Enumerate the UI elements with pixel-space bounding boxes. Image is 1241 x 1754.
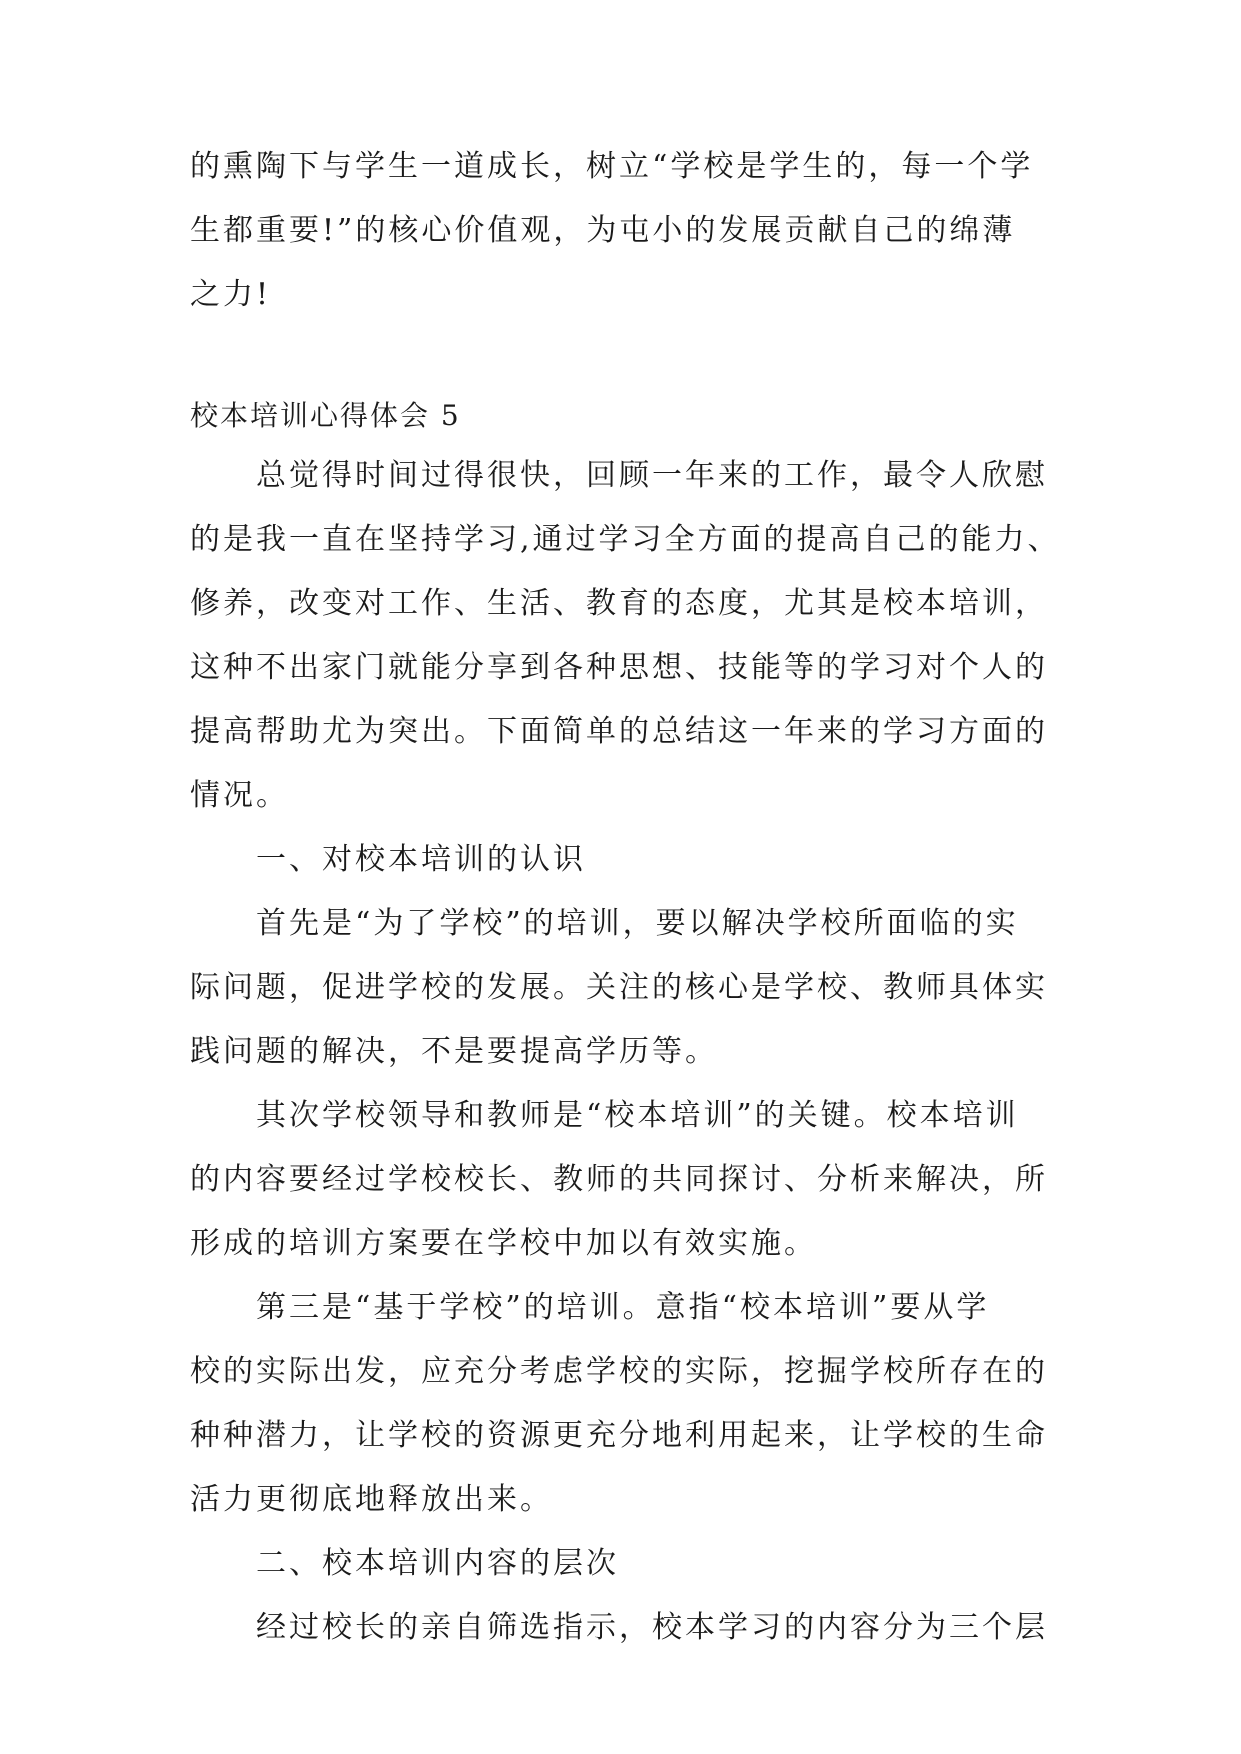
paragraph-line: 首先是“为了学校”的培训，要以解决学校所面临的实 xyxy=(256,906,1019,941)
paragraph-line: 际问题，促进学校的发展。关注的核心是学校、教师具体实 xyxy=(190,970,1048,1005)
paragraph-line: 活力更彻底地释放出来。 xyxy=(190,1482,553,1517)
paragraph-line: 经过校长的亲自筛选指示，校本学习的内容分为三个层 xyxy=(256,1610,1048,1645)
subheading: 二、校本培训内容的层次 xyxy=(256,1546,619,1581)
body-text xyxy=(190,444,1060,1660)
paragraph-line: 的是我一直在坚持学习,通过学习全方面的提高自己的能力、 xyxy=(190,522,1061,557)
paragraph-line: 的内容要经过学校校长、教师的共同探讨、分析来解决，所 xyxy=(190,1162,1048,1197)
paragraph-line: 总觉得时间过得很快，回顾一年来的工作，最令人欣慰 xyxy=(256,458,1048,493)
paragraph-line: 践问题的解决，不是要提高学历等。 xyxy=(190,1034,718,1069)
paragraph-line: 校的实际出发，应充分考虑学校的实际，挖掘学校所存在的 xyxy=(190,1354,1048,1389)
paragraph-line: 提高帮助尤为突出。下面简单的总结这一年来的学习方面的 xyxy=(190,714,1048,749)
section-title: 校本培训心得体会 5 xyxy=(190,399,461,432)
paragraph-line: 之力! xyxy=(190,277,272,312)
top-paragraph xyxy=(190,135,1060,327)
paragraph-line: 第三是“基于学校”的培训。意指“校本培训”要从学 xyxy=(256,1290,990,1325)
paragraph-line: 情况。 xyxy=(190,778,289,813)
paragraph-line: 其次学校领导和教师是“校本培训”的关键。校本培训 xyxy=(256,1098,1019,1133)
paragraph-line: 修养，改变对工作、生活、教育的态度，尤其是校本培训， xyxy=(190,586,1048,621)
subheading: 一、对校本培训的认识 xyxy=(256,842,586,877)
paragraph-line: 种种潜力，让学校的资源更充分地利用起来，让学校的生命 xyxy=(190,1418,1048,1453)
paragraph-line: 的熏陶下与学生一道成长，树立“学校是学生的，每一个学 xyxy=(190,149,1034,184)
paragraph-line: 形成的培训方案要在学校中加以有效实施。 xyxy=(190,1226,817,1261)
paragraph-line: 生都重要!”的核心价值观，为屯小的发展贡献自己的绵薄 xyxy=(190,213,1016,248)
paragraph-line: 这种不出家门就能分享到各种思想、技能等的学习对个人的 xyxy=(190,650,1048,685)
